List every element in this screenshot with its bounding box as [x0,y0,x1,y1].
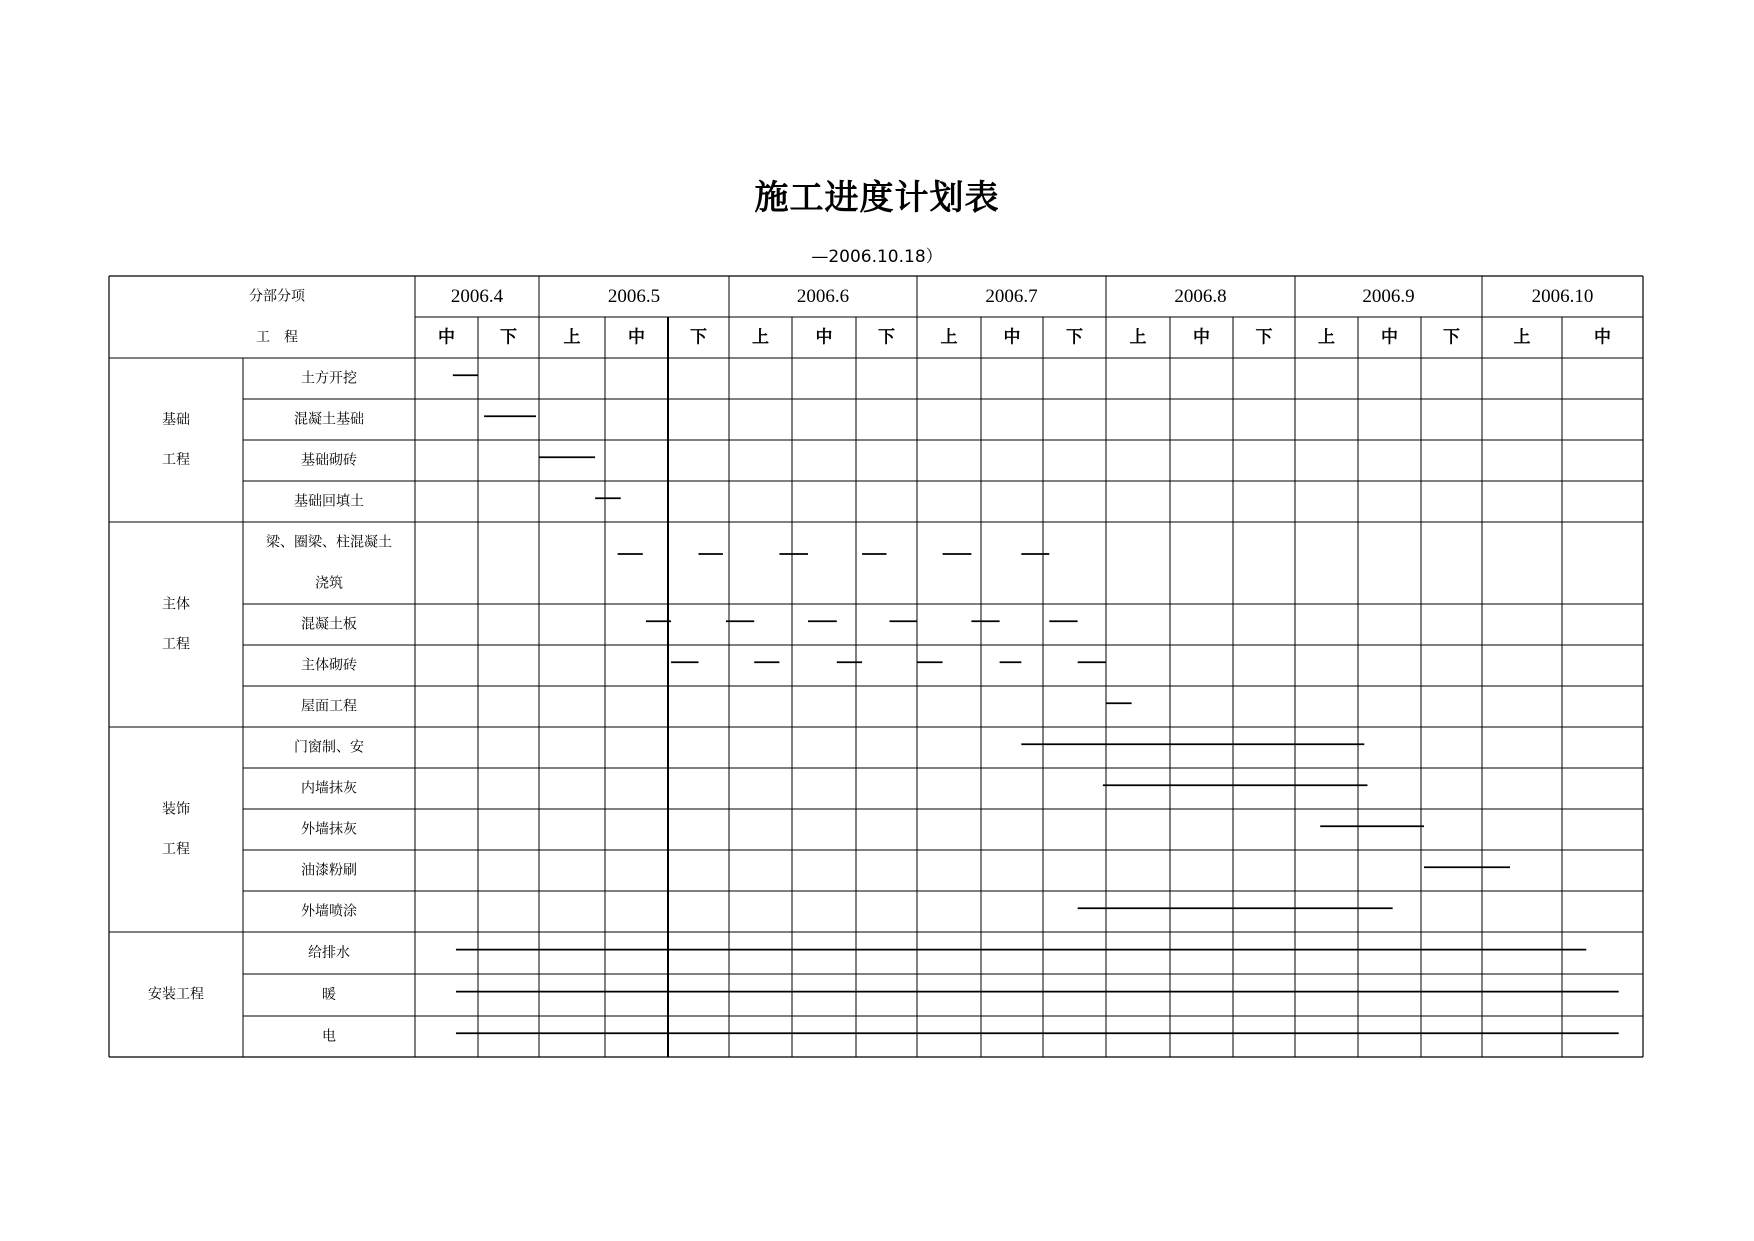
item-label: 基础砌砖 [301,452,357,469]
item-label: 混凝土板 [301,616,357,633]
item-label: 主体砌砖 [301,657,357,674]
group-label-line1: 主体 [162,596,190,613]
period-header: 中 [1594,327,1611,348]
period-header: 上 [940,327,958,348]
item-label: 土方开挖 [301,370,357,387]
period-header: 上 [1129,327,1147,348]
item-label: 外墙抹灰 [301,821,357,838]
group-label-line2: 工程 [162,452,190,468]
item-label-line1: 梁、圈梁、柱混凝土 [266,534,392,551]
period-header: 上 [752,327,769,348]
item-label: 给排水 [308,945,350,961]
month-header: 2006.4 [450,286,504,307]
month-header: 2006.8 [1174,286,1227,307]
table-labels [148,286,1611,1045]
group-label: 安装工程 [148,986,204,1003]
month-header: 2006.10 [1531,286,1594,307]
document-title: 施工进度计划表 [754,178,1000,218]
period-header: 中 [1003,327,1021,348]
period-header: 下 [500,327,517,348]
item-label: 混凝土基础 [294,411,364,428]
month-header: 2006.9 [1362,286,1415,307]
item-label: 油漆粉刷 [301,862,357,879]
period-header: 下 [1066,327,1083,348]
period-header: 下 [1443,327,1460,348]
period-header: 中 [1193,327,1210,348]
period-header: 下 [690,327,707,348]
item-label: 门窗制、安 [294,739,364,756]
period-header: 中 [438,327,455,348]
month-header: 2006.5 [607,286,661,307]
item-label: 电 [322,1028,336,1045]
period-header: 上 [563,327,581,348]
group-label-line2: 工程 [162,636,190,653]
month-header: 2006.6 [796,286,850,307]
period-header: 上 [1318,327,1335,348]
category-header-line2: 工 程 [256,329,298,346]
period-header: 中 [628,327,645,348]
document-subtitle: —2006.10.18） [811,247,943,267]
item-label: 内墙抹灰 [301,780,357,797]
item-label: 屋面工程 [301,698,357,715]
item-label-line2: 浇筑 [315,575,343,592]
period-header: 下 [878,327,895,348]
period-header: 下 [1255,327,1273,348]
item-label: 基础回填土 [294,493,364,510]
group-label-line2: 工程 [162,841,190,858]
month-header: 2006.7 [985,286,1038,307]
period-header: 中 [815,327,833,348]
gantt-bars [453,375,1619,1033]
category-header-line1: 分部分项 [249,288,305,305]
item-label: 外墙喷涂 [301,903,357,920]
group-label-line1: 基础 [162,412,190,428]
group-label-line1: 装饰 [162,801,190,818]
period-header: 上 [1513,327,1531,348]
period-header: 中 [1381,327,1398,348]
item-label: 暖 [322,987,336,1003]
